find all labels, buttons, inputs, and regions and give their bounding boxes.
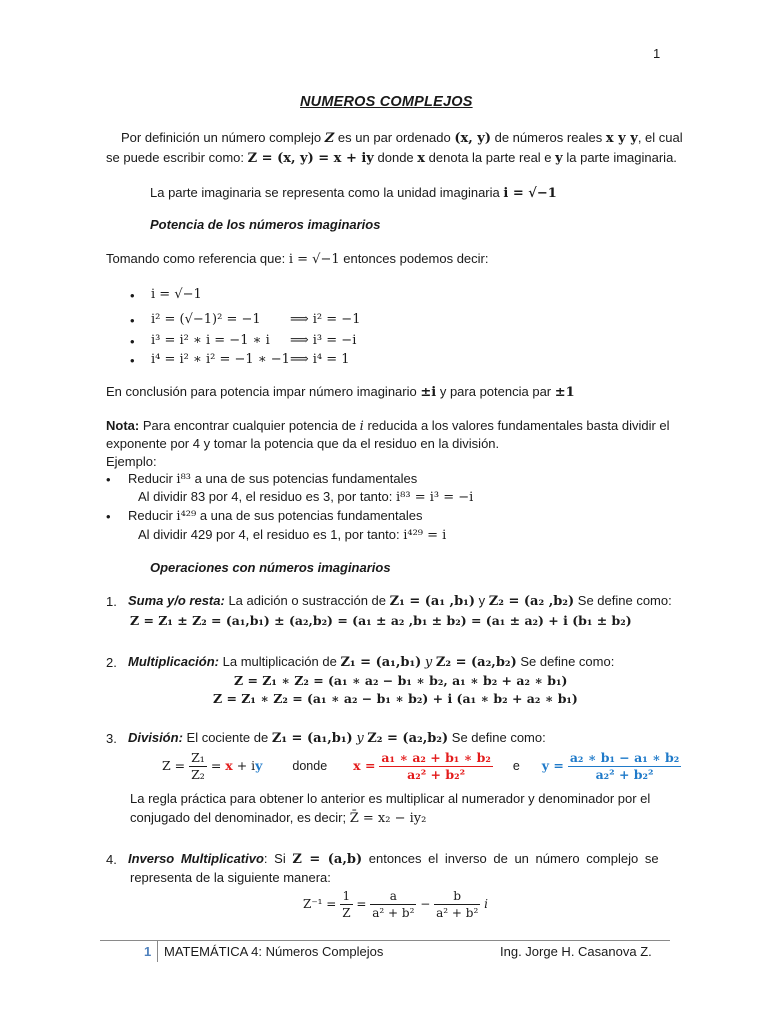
footer-author: Ing. Jorge H. Casanova Z. (500, 944, 652, 959)
footer-page-number: 1 (144, 944, 152, 959)
op2-equation-2: Z = Z₁ ∗ Z₂ = (a₁ ∗ a₂ − b₁ ∗ b₂) + i (a₁ ∗ b₂ + a₂ ∗ b₁) (213, 691, 578, 706)
example-2: Reducir i⁴²⁹ a una de sus potencias fundamentales (128, 508, 423, 524)
power-1: i = √−1 (151, 287, 202, 302)
power-3-left: i³ = i² ∗ i = −1 ∗ i (151, 333, 270, 348)
op1-num: 1. (106, 594, 117, 609)
op3-header: División: El cociente de Z₁ = (a₁,b₁) y Z₂ = (a₂,b₂) Se define como: (128, 730, 546, 746)
b-over-sum-fraction: $\frac{b}{\text{a² + b²}}$ (436, 889, 479, 920)
bullet: • (130, 353, 135, 368)
a-over-sum-fraction: $\frac{a}{\text{a² + b²}}$ (372, 889, 415, 920)
power-2-left: i² = (√−1)² = −1 (151, 312, 261, 327)
potencia-heading: Potencia de los números imaginarios (150, 217, 381, 232)
z1-over-z2-fraction: $\frac{\text{Z₁}}{\text{Z₂}}$ (191, 750, 205, 782)
op2-equation-1: Z = Z₁ ∗ Z₂ = (a₁ ∗ a₂ − b₁ ∗ b₂, a₁ ∗ b₂ + a₂ ∗ b₁) (234, 673, 568, 688)
bullet: • (130, 334, 135, 349)
op1-equation: Z = Z₁ ± Z₂ = (a₁,b₁) ± (a₂,b₂) = (a₁ ± a₂ ,b₁ ± b₂) = (a₁ ± a₂) + i (b₁ ± b₂) (130, 613, 632, 628)
op4-inverse-formula: Z⁻¹ = $\frac{1}{Z}$ = $\frac{a}{\text{a² + b²}}$ − $\frac{b}{\text{a² + b²}}$ i (303, 889, 488, 920)
op1-header: Suma y/o resta: La adición o sustracción de Z₁ = (a₁ ,b₁) y Z₂ = (a₂ ,b₂) Se define como: (128, 593, 672, 609)
op3-num: 3. (106, 731, 117, 746)
page-title: NUMEROS COMPLEJOS (300, 94, 473, 110)
op3-rule-line-2: conjugado del denominador, es decir; Z̄ = x₂ − iy₂ (130, 810, 427, 826)
nota-line-1: Nota: Para encontrar cualquier potencia de i reducida a los valores fundamentales basta dividir el (106, 418, 670, 434)
y-fraction: $\frac{\text{a₂ ∗ b₁ − a₁ ∗ b₂}}{\text{a₂² + b₂²}}$ (569, 750, 680, 782)
op3-rule-line-1: La regla práctica para obtener lo anterior es multiplicar al numerador y denominador por el (130, 791, 651, 806)
imaginary-unit-line: La parte imaginaria se representa como la unidad imaginaria i = √−1 (150, 185, 557, 201)
op4-num: 4. (106, 852, 117, 867)
power-4-right: ⟹ i⁴ = 1 (290, 352, 350, 367)
bullet: • (130, 288, 135, 303)
page-number-top: 1 (653, 46, 661, 61)
op2-num: 2. (106, 655, 117, 670)
x-fraction: $\frac{\text{a₁ ∗ a₂ + b₁ ∗ b₂}}{\text{a₂² + b₂²}}$ (381, 750, 491, 782)
one-over-z-fraction: $\frac{1}{Z}$ (342, 889, 351, 920)
op4-header: Inverso Multiplicativo: Si Z = (a,b) entonces el inverso de un número complejo se (128, 851, 659, 867)
intro-line-1: Por definición un número complejo Z es un par ordenado (x, y) de números reales x y y, el cual (121, 130, 683, 146)
intro-line-2: se puede escribir como: Z = (x, y) = x + iy donde x denota la parte real e y la parte imaginaria. (106, 150, 677, 166)
op4-line-2: representa de la siguiente manera: (130, 870, 331, 885)
ejemplo-label: Ejemplo: (106, 454, 157, 469)
footer-course: MATEMÁTICA 4: Números Complejos (164, 944, 384, 959)
footer-separator (157, 940, 158, 962)
example-2-result: Al dividir 429 por 4, el residuo es 1, por tanto: i⁴²⁹ = i (138, 527, 447, 543)
conclusion-line: En conclusión para potencia impar número imaginario ±i y para potencia par ±1 (106, 384, 575, 400)
op3-division-formula: Z = $\frac{\text{Z₁}}{\text{Z₂}}$ = x + iy donde x = $\frac{\text{a₁ ∗ a₂ + b₁ ∗ b₂}}{\text{a₂² + b₂²}}$ e y = $\frac{\text{a₂ ∗ b₁ − a₁ ∗ b₂}}{\text{a₂² + b₂²}}$ (162, 750, 680, 782)
bullet: • (130, 313, 135, 328)
bullet: • (106, 509, 111, 524)
nota-line-2: exponente por 4 y tomar la potencia que da el residuo en la división. (106, 436, 500, 451)
power-2-right: ⟹ i² = −1 (290, 312, 361, 327)
referencia-line: Tomando como referencia que: i = √−1 entonces podemos decir: (106, 251, 489, 267)
operaciones-heading: Operaciones con números imaginarios (150, 560, 391, 575)
example-1-result: Al dividir 83 por 4, el residuo es 3, por tanto: i⁸³ = i³ = −i (138, 489, 474, 505)
power-4-left: i⁴ = i² ∗ i² = −1 ∗ −1 (151, 352, 290, 367)
bullet: • (106, 472, 111, 487)
example-1: Reducir i⁸³ a una de sus potencias fundamentales (128, 471, 418, 487)
footer-divider (100, 940, 670, 941)
op2-header: Multiplicación: La multiplicación de Z₁ = (a₁,b₁) y Z₂ = (a₂,b₂) Se define como: (128, 654, 615, 670)
power-3-right: ⟹ i³ = −i (290, 333, 357, 348)
